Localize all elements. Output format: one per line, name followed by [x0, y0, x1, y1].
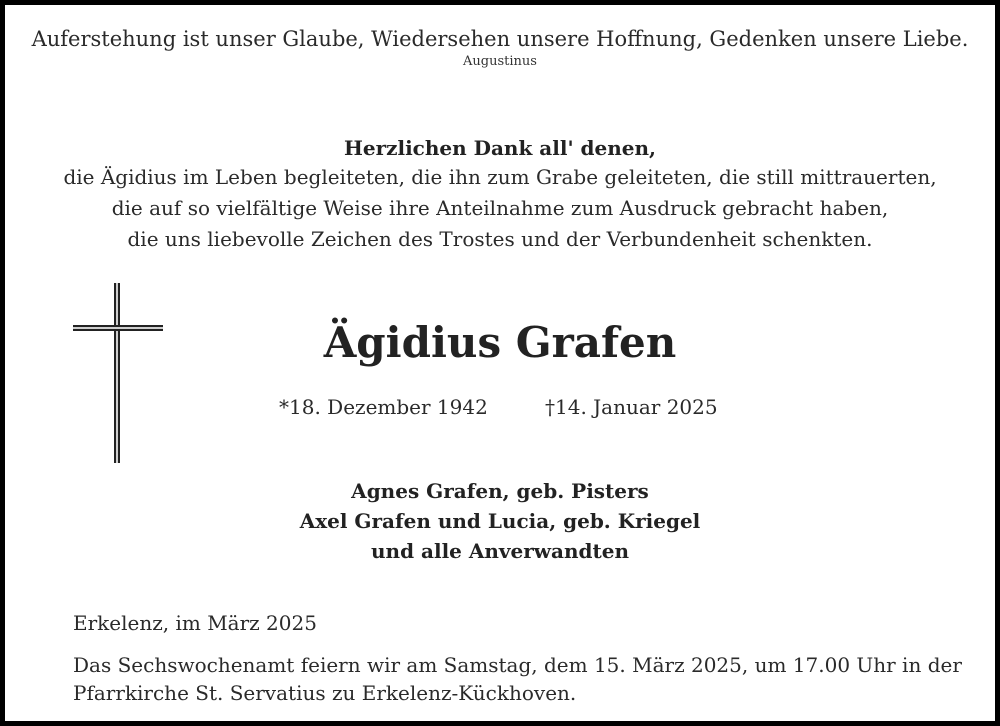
family-line: Agnes Grafen, geb. Pisters — [351, 479, 649, 503]
family-line: und alle Anverwandten — [370, 539, 630, 563]
cross-icon — [73, 283, 163, 463]
family-line: Axel Grafen und Lucia, geb. Kriegel — [299, 509, 701, 533]
place-date: Erkelenz, im März 2025 — [73, 611, 317, 635]
thanks-heading: Herzlichen Dank all' denen, — [343, 136, 657, 160]
thanks-line: die uns liebevolle Zeichen des Trostes und der Verbundenheit schenkten. — [127, 227, 873, 251]
birth-date: *18. Dezember 1942 — [279, 395, 488, 419]
thanks-line: die auf so vielfältige Weise ihre Anteilnahme zum Ausdruck gebracht haben, — [111, 196, 889, 220]
mass-announcement-line: Das Sechswochenamt feiern wir am Samstag, dem 15. März 2025, um 17.00 Uhr in der — [73, 653, 962, 677]
mass-announcement-line: Pfarrkirche St. Servatius zu Erkelenz-Kückhoven. — [73, 681, 577, 705]
obituary-card — [5, 5, 995, 721]
motto-quote: Auferstehung ist unser Glaube, Wiedersehen unsere Hoffnung, Gedenken unsere Liebe. — [31, 27, 969, 51]
thanks-line: die Ägidius im Leben begleiteten, die ihn zum Grabe geleiteten, die still mittrauerten, — [63, 165, 937, 189]
motto-author: Augustinus — [463, 54, 537, 69]
death-date: †14. Januar 2025 — [545, 395, 718, 419]
deceased-name: Ägidius Grafen — [323, 318, 677, 367]
